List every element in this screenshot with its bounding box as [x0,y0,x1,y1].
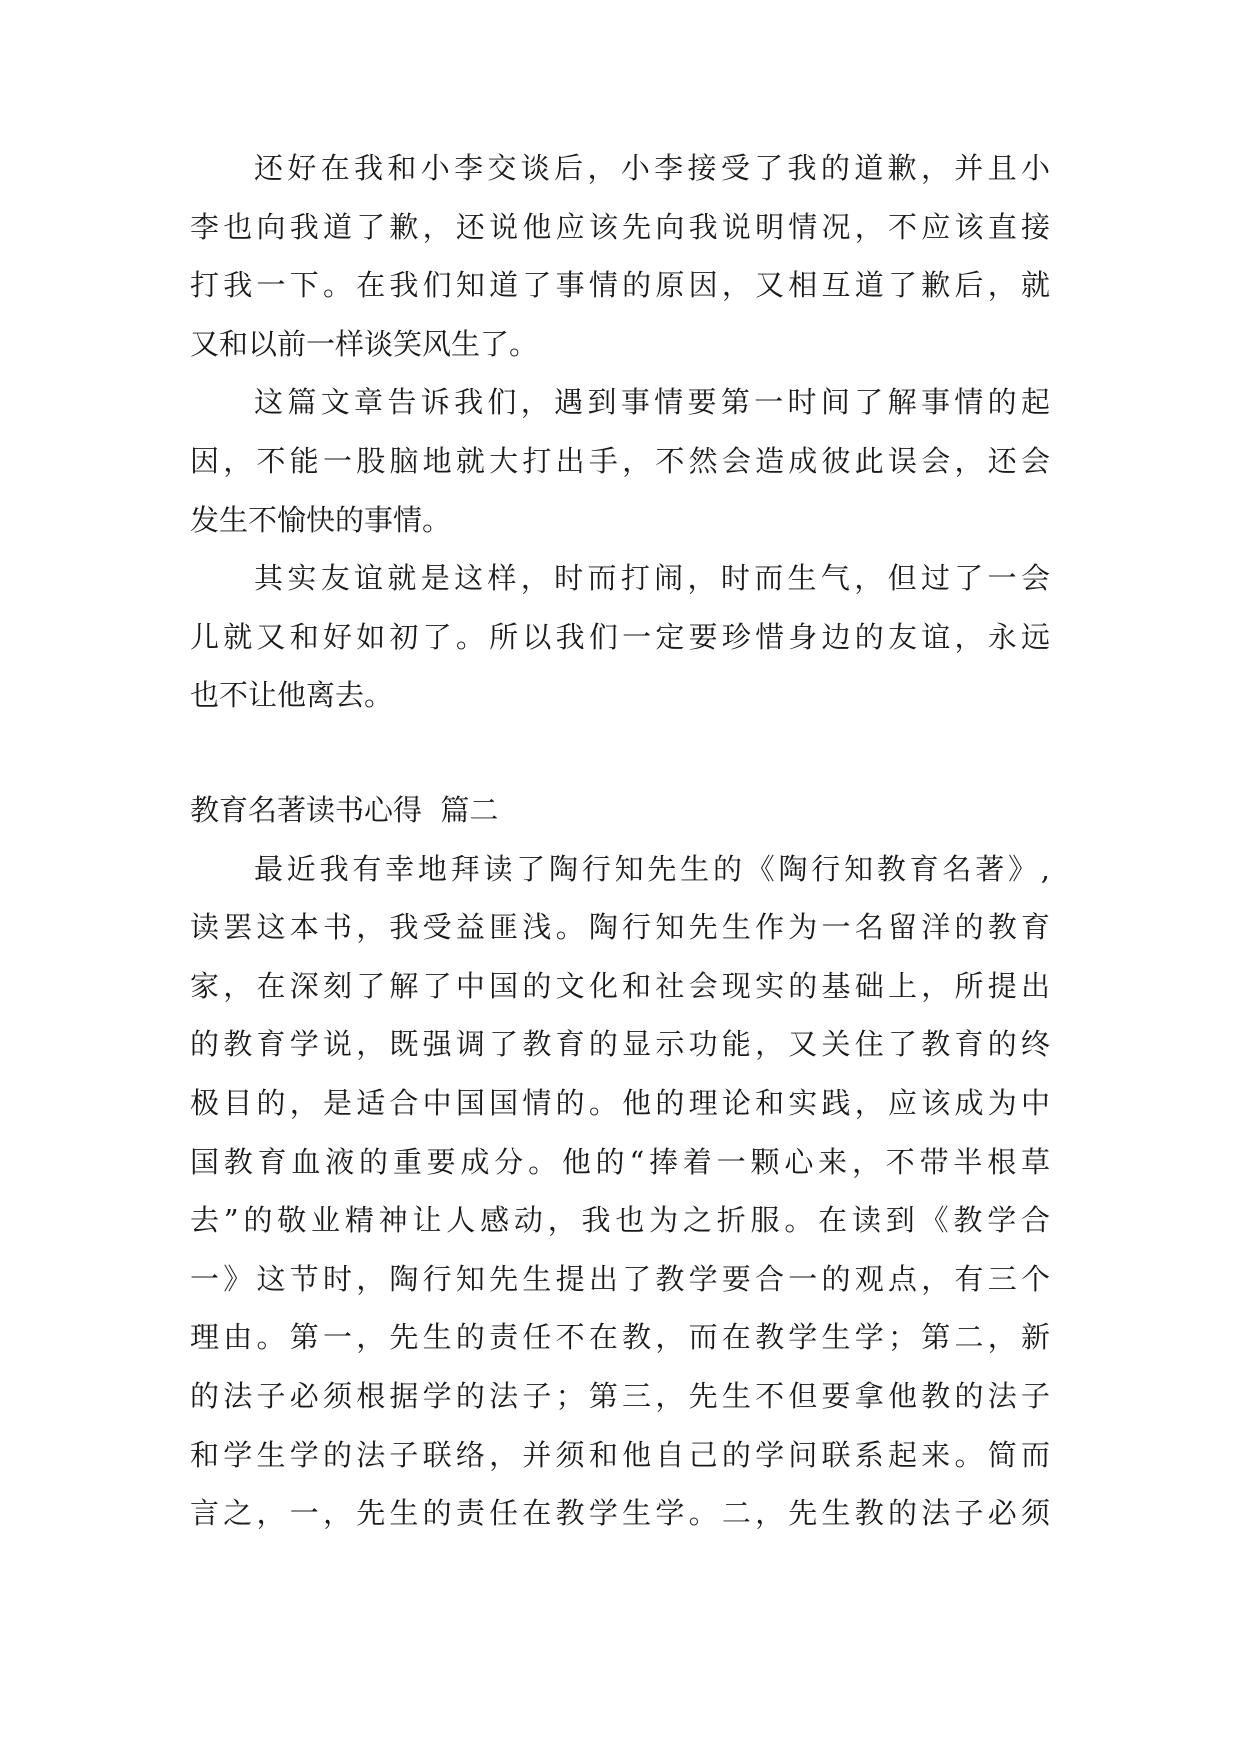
section-1 [190,139,1050,725]
paragraph-line: 打我一下。在我们知道了事情的原因，又相互道了歉后，就 [190,268,1050,303]
paragraph-line: 还好在我和小李交谈后，小李接受了我的道歉，并且小 [254,151,1050,185]
section-2 [190,781,1050,1543]
paragraph-line: 读罢这本书，我受益匪浅。陶行知先生作为一名留洋的教育 [190,910,1050,945]
section-heading: 教育名著读书心得 篇二 [190,793,499,827]
paragraph-line: 言之，一，先生的责任在教学生学。二，先生教的法子必须 [190,1496,1050,1531]
paragraph-line: 一》这节时，陶行知先生提出了教学要合一的观点，有三个 [190,1261,1050,1296]
paragraph-line: 最近我有幸地拜读了陶行知先生的《陶行知教育名著》, [254,851,1050,886]
paragraph-line: 极目的，是适合中国国情的。他的理论和实践，应该成为中 [190,1085,1050,1120]
paragraph-line: 发生不愉快的事情。 [190,502,452,537]
paragraph-line: 也不让他离去。 [190,678,394,713]
paragraph-line: 儿就又和好如初了。所以我们一定要珍惜身边的友谊，永远 [190,619,1050,654]
paragraph-line: 家，在深刻了解了中国的文化和社会现实的基础上，所提出 [190,968,1050,1003]
paragraph-line: 因，不能一股脑地就大打出手，不然会造成彼此误会，还会 [190,443,1050,478]
paragraph-line: 这篇文章告诉我们，遇到事情要第一时间了解事情的起 [254,385,1050,420]
paragraph-line: 国教育血液的重要成分。他的“捧着一颗心来，不带半根草 [190,1144,1050,1179]
paragraph-line: 又和以前一样谈笑风生了。 [190,326,539,361]
paragraph-line: 的教育学说，既强调了教育的显示功能，又关住了教育的终 [190,1027,1050,1062]
paragraph-line: 理由。第一，先生的责任不在教，而在教学生学；第二，新 [190,1320,1050,1355]
paragraph-line: 去”的敬业精神让人感动，我也为之折服。在读到《教学合 [190,1203,1050,1238]
paragraph-line: 的法子必须根据学的法子；第三，先生不但要拿他教的法子 [190,1378,1050,1413]
paragraph-line: 其实友谊就是这样，时而打闹，时而生气，但过了一会 [254,561,1050,596]
paragraph-line: 李也向我道了歉，还说他应该先向我说明情况，不应该直接 [190,209,1050,244]
paragraph-line: 和学生学的法子联络，并须和他自己的学问联系起来。简而 [190,1437,1050,1472]
